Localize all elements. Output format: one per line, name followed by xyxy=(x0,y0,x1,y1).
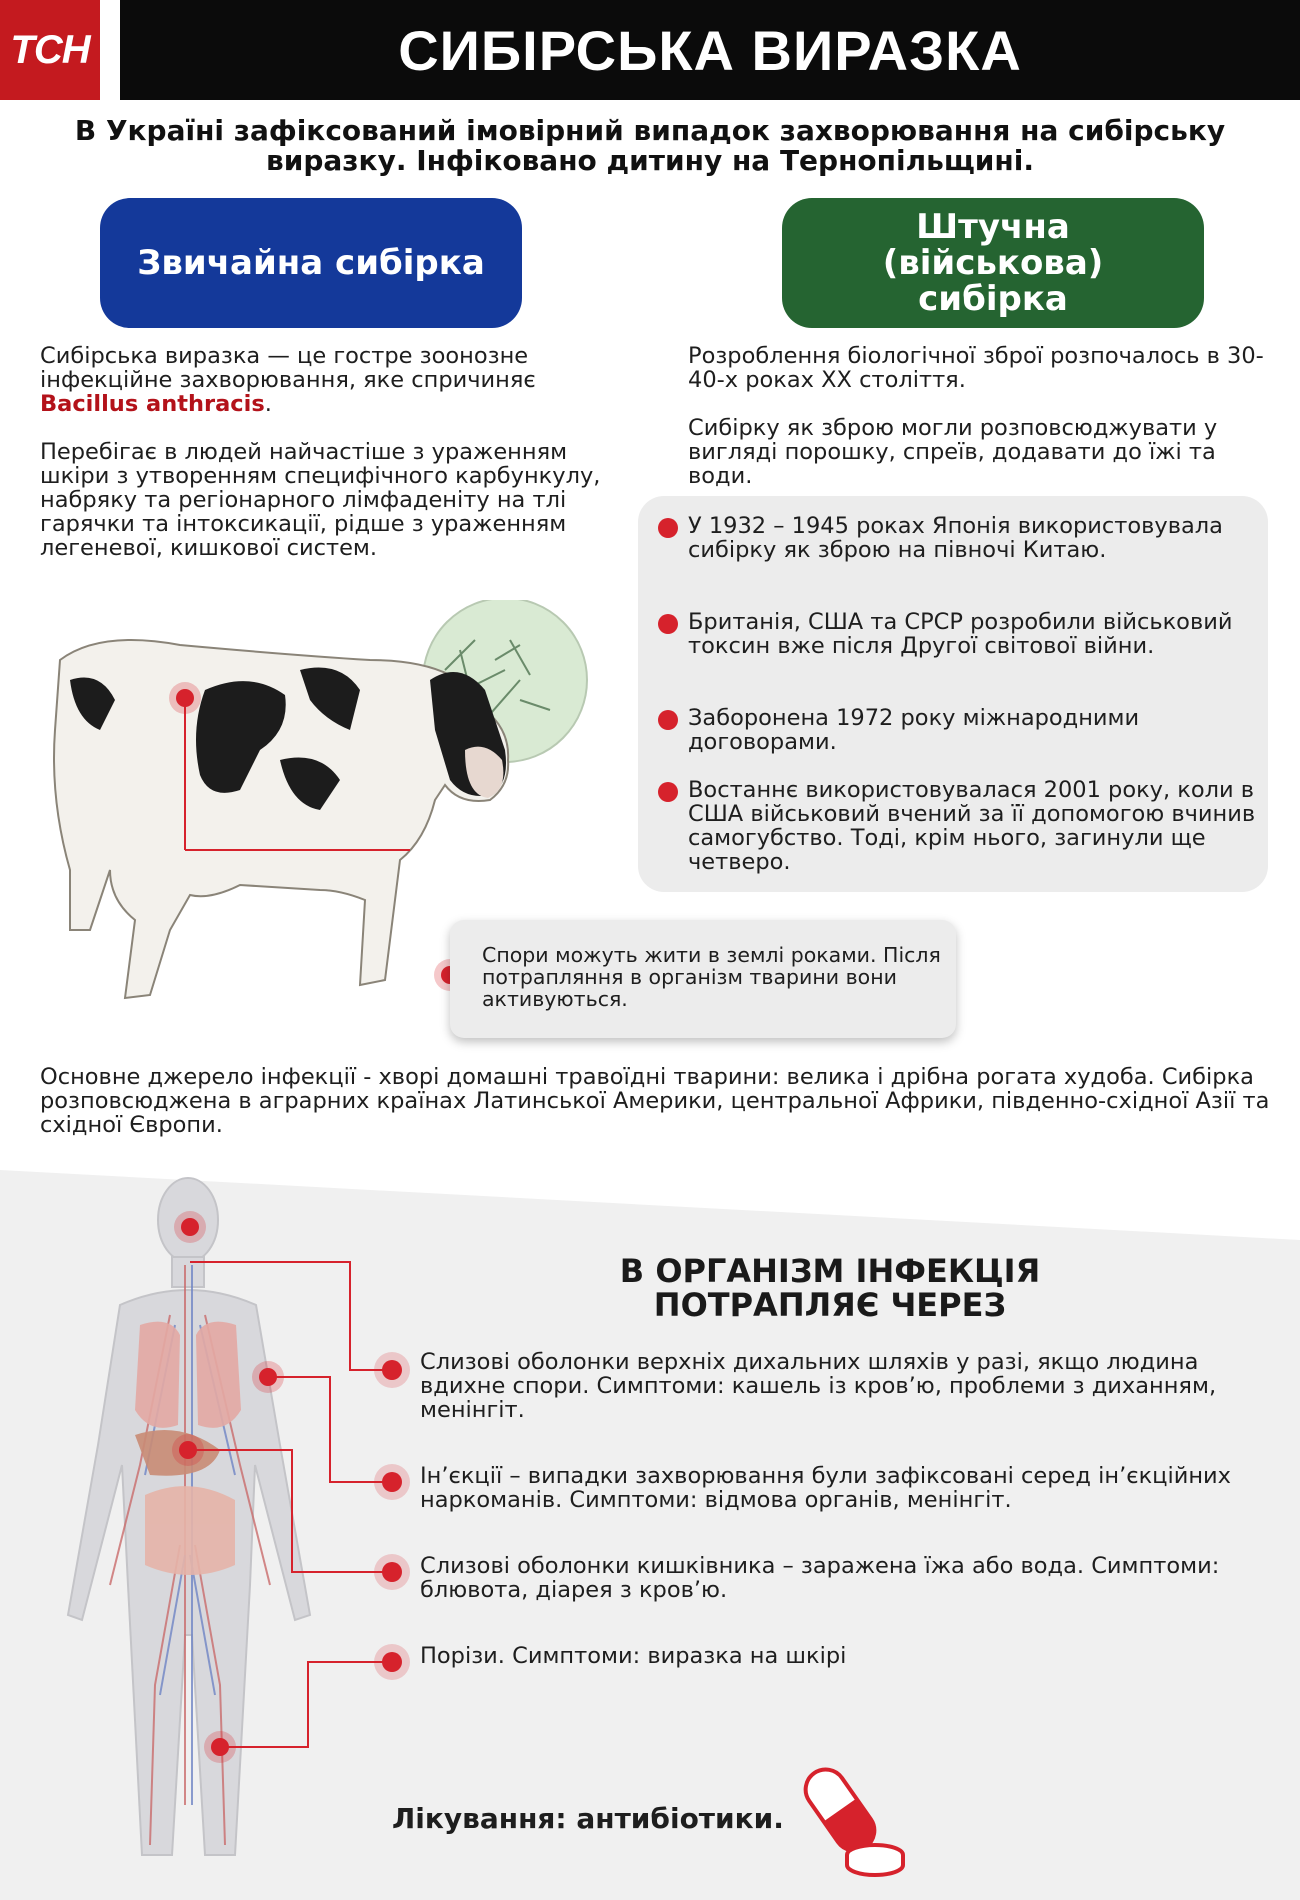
infection-source-text: Основне джерело інфекції - хворі домашні травоїдні тварини: велика і дрібна рогата худоба. Сибірка розповсюджена в аграрних країнах Латинської Америки, центральної Африки, південно-східної Азії та східної Європи. xyxy=(40,1064,1270,1138)
bullet-dot-icon xyxy=(658,782,678,802)
ordinary-heading: Звичайна сибірка xyxy=(100,198,522,328)
ordinary-definition xyxy=(40,344,620,416)
title-bar xyxy=(120,0,1300,100)
tsn-logo xyxy=(0,0,100,100)
bacillus-name: Bacillus anthracis xyxy=(40,391,265,417)
route-item: Слизові оболонки верхніх дихальних шляхів у разі, якщо людина вдихне спори. Симптоми: кашель із кров’ю, проблеми з диханням, менінгіт. xyxy=(420,1349,1217,1423)
definition-end: . xyxy=(264,391,272,417)
treatment-text: Лікування: антибіотики. xyxy=(392,1802,784,1835)
routes-title: В ОРГАНІЗМ ІНФЕКЦІЯ ПОТРАПЛЯЄ ЧЕРЕЗ xyxy=(619,1252,1041,1324)
definition-text: Сибірська виразка — це гостре зоонозне інфекційне захворювання, яке спричиняє xyxy=(40,343,536,393)
military-history: Розроблення біологічної зброї розпочалось в 30-40-х роках XX століття. xyxy=(688,343,1264,393)
route-item: Порізи. Симптоми: виразка на шкірі xyxy=(420,1643,847,1669)
bullet-dot-icon xyxy=(658,518,678,538)
bullet-dot-icon xyxy=(658,710,678,730)
fact-text: Британія, США та СРСР розробили військовий токсин вже після Другої світової війни. xyxy=(688,609,1233,659)
military-heading xyxy=(782,198,1204,328)
bullet-dot-icon xyxy=(658,614,678,634)
route-connectors xyxy=(0,1240,420,1780)
page-title: СИБІРСЬКА ВИРАЗКА xyxy=(398,18,1022,82)
ordinary-course: Перебігає в людей найчастіше з ураженням шкіри з утворенням специфічного карбункулу, набряку та регіонарного лімфаденіту на тлі гарячки та інтоксикації, рідше з ураженням легеневої, кишкової систем. xyxy=(40,439,601,561)
route-item: Слизові оболонки кишківника – заражена їжа або вода. Симптоми: блювота, діарея з кров’ю. xyxy=(420,1553,1220,1603)
fact-text: Заборонена 1972 року міжнародними договорами. xyxy=(688,705,1140,755)
spore-note-text: Спори можуть жити в землі роками. Після потрапляння в організм тварини вони активуються. xyxy=(482,943,941,1011)
fact-text: Востаннє використовувалася 2001 року, коли в США військовий вчений за її допомогою вчинив самогубство. Тоді, крім нього, загинули ще четверо. xyxy=(688,777,1256,875)
fact-text: У 1932 – 1945 роках Японія використовувала сибірку як зброю на півночі Китаю. xyxy=(688,513,1223,563)
logo-text: ТСН xyxy=(10,27,90,72)
intro-text: В Україні зафіксований імовірний випадок захворювання на сибірську виразку. Інфіковано дитину на Тернопільщині. xyxy=(74,114,1226,177)
pill-icon xyxy=(795,1760,915,1880)
military-heading-text: Штучна (військова) сибірка xyxy=(882,207,1104,319)
military-spread: Сибірку як зброю могли розповсюджувати у вигляді порошку, спреїв, додавати до їжі та води. xyxy=(688,415,1218,489)
route-item: Ін’єкції – випадки захворювання були зафіксовані серед ін’єкційних наркоманів. Симптоми: відмова органів, менінгіт. xyxy=(420,1463,1231,1513)
